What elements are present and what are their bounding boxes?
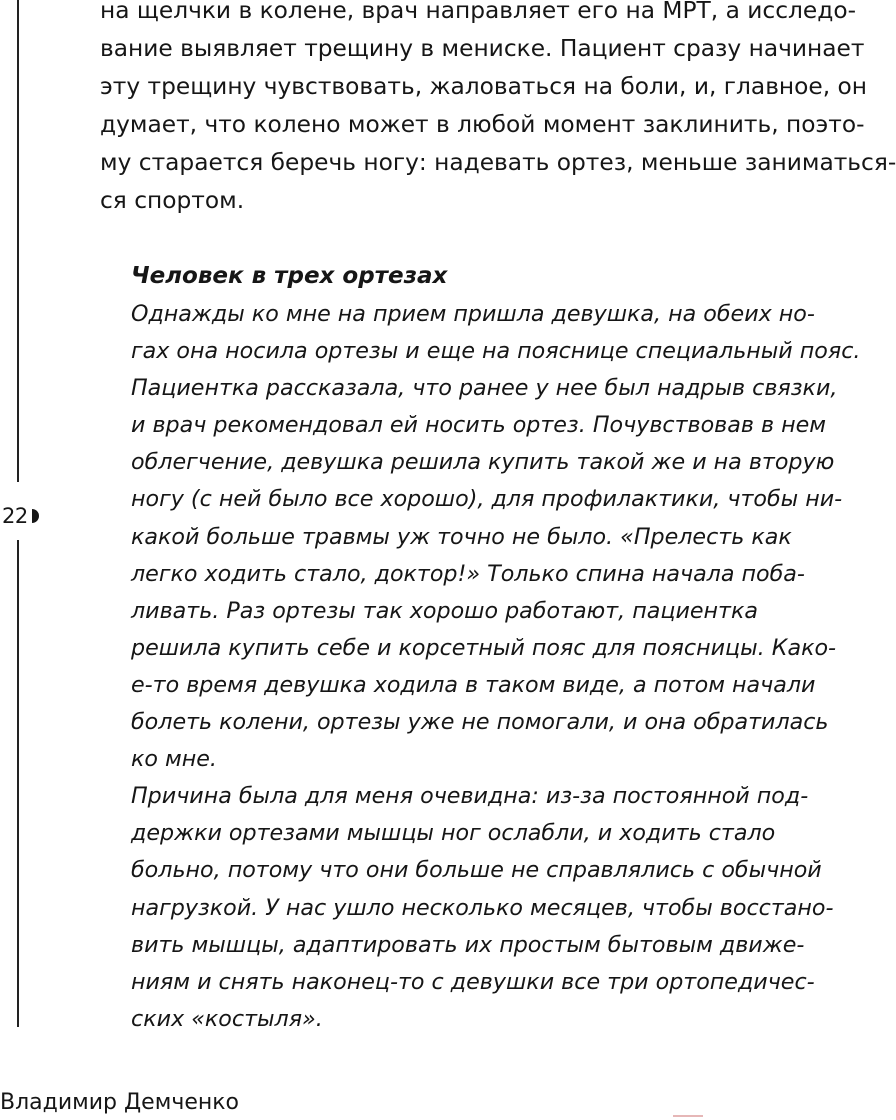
main-text-line: вание выявляет трещину в мениске. Пациент сразу начинает xyxy=(100,35,865,62)
sidebar-line: больно, потому что они больше не справлялись с обычной xyxy=(131,857,822,884)
sidebar-line: ногу (с ней было все хорошо), для профилактики, чтобы ни- xyxy=(131,486,843,513)
sidebar-story xyxy=(131,296,861,1038)
sidebar-line: Однажды ко мне на прием пришла девушка, на обеих но- xyxy=(131,301,815,327)
corner-mark xyxy=(673,1115,703,1117)
sidebar-line: держки ортезами мышцы ног ослабли, и ходить стало xyxy=(131,820,776,847)
sidebar-line: болеть колени, ортезы уже не помогали, и она обратилась xyxy=(131,709,829,736)
sidebar-line: ниям и снять наконец-то с девушки все три ортопедичес- xyxy=(131,968,815,995)
sidebar-line: Причина была для меня очевидна: из-за постоянной под- xyxy=(131,783,809,810)
footer-author: Владимир Демченко xyxy=(0,1090,239,1115)
page-number-text: 22 xyxy=(2,504,28,528)
sidebar-line: вить мышцы, адаптировать их простым бытовым движе- xyxy=(131,931,805,958)
main-text-line: думает, что колено может в любой момент заклинить, поэто- xyxy=(100,111,865,138)
main-text-line: эту трещину чувствовать, жаловаться на боли, и, главное, он xyxy=(100,73,868,100)
page-number xyxy=(2,504,39,528)
sidebar-line: гах она носила ортезы и еще на пояснице специальный пояс. xyxy=(131,338,861,365)
sidebar-heading: Человек в трех ортезах xyxy=(131,263,448,289)
sidebar-line: ко мне. xyxy=(131,746,217,773)
sidebar-line: какой больше травмы уж точно не было. «Прелесть как xyxy=(131,523,792,550)
main-paragraph xyxy=(100,0,896,220)
sidebar-line: решила купить себе и корсетный пояс для поясницы. Како- xyxy=(131,634,837,661)
main-text-line: ся спортом. xyxy=(100,187,245,214)
sidebar-line: Пациентка рассказала, что ранее у нее был надрыв связки, xyxy=(131,375,838,402)
sidebar-line: ливать. Раз ортезы так хорошо работают, пациентка xyxy=(131,597,758,624)
sidebar-line: и врач рекомендовал ей носить ортез. Почувствовав в нем xyxy=(131,412,827,439)
half-circle-marker-icon xyxy=(32,509,39,523)
main-text-line: му старается беречь ногу: надевать ортез, меньше заниматься- xyxy=(100,149,896,176)
sidebar-line: е-то время девушка ходила в таком виде, а потом начали xyxy=(131,671,816,698)
sidebar-line: ских «костыля». xyxy=(131,1005,323,1032)
sidebar-line: облегчение, девушка решила купить такой же и на вторую xyxy=(131,449,835,476)
sidebar-line: нагрузкой. У нас ушло несколько месяцев, чтобы восстано- xyxy=(131,894,834,921)
sidebar-line: легко ходить стало, доктор!» Только спина начала поба- xyxy=(131,560,805,587)
margin-rule-bottom xyxy=(17,540,19,1027)
main-text-line: на щелчки в колене, врач направляет его на МРТ, а исследо- xyxy=(100,0,856,24)
margin-rule-top xyxy=(17,0,19,482)
